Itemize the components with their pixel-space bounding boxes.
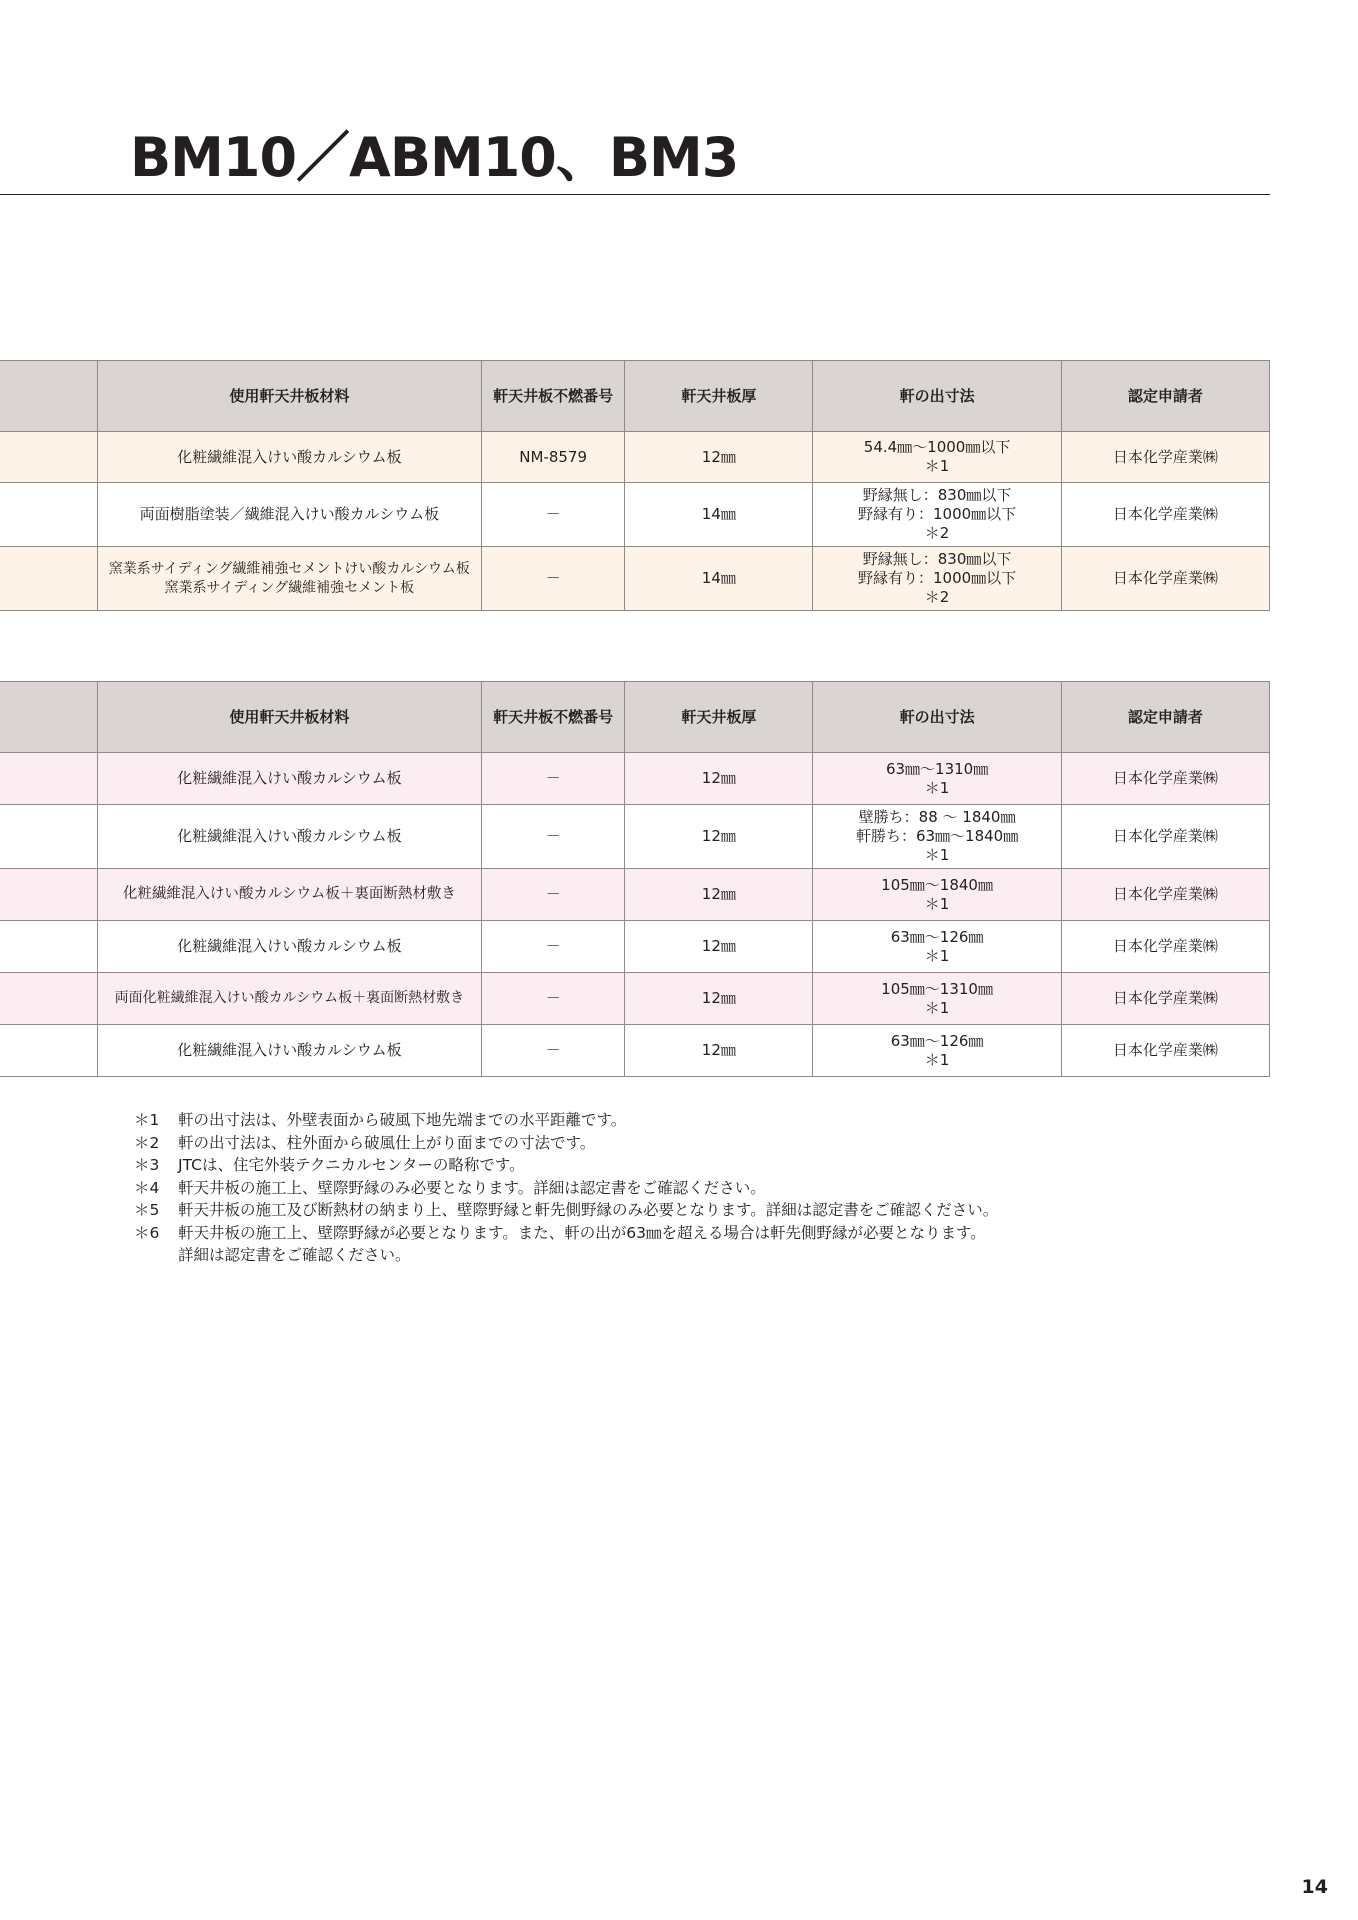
cell-number: － — [482, 973, 625, 1025]
footnote-item — [134, 1199, 1264, 1222]
header-blank-cell — [0, 361, 97, 432]
header-eave: 軒の出寸法 — [813, 682, 1061, 753]
table-row — [0, 921, 1270, 973]
cell-material: 両面樹脂塗装／繊維混入けい酸カルシウム板 — [97, 483, 481, 547]
cell-eave: 野縁無し：830㎜以下 野縁有り：1000㎜以下 ＊2 — [813, 547, 1061, 611]
header-thickness: 軒天井板厚 — [625, 361, 813, 432]
table-row — [0, 1025, 1270, 1077]
footnote-text: 軒の出寸法は、外壁表面から破風下地先端までの水平距離です。 — [178, 1111, 627, 1129]
table-row — [0, 869, 1270, 921]
header-material: 使用軒天井板材料 — [97, 361, 481, 432]
row-blank-cell — [0, 547, 97, 611]
cell-number: － — [482, 869, 625, 921]
cell-material: 化粧繊維混入けい酸カルシウム板 — [97, 1025, 481, 1077]
row-blank-cell — [0, 973, 97, 1025]
spec-table-1 — [0, 360, 1270, 611]
cell-thickness: 12㎜ — [625, 973, 813, 1025]
footnote-text: 軒天井板の施工上、壁際野縁のみ必要となります。詳細は認定書をご確認ください。 — [178, 1178, 766, 1197]
footnote-text: 軒の出寸法は、柱外面から破風仕上がり面までの寸法です。 — [178, 1133, 596, 1152]
cell-material: 両面化粧繊維混入けい酸カルシウム板＋裏面断熱材敷き — [97, 973, 481, 1025]
header-thickness: 軒天井板厚 — [625, 682, 813, 753]
cell-thickness: 12㎜ — [625, 432, 813, 483]
header-applicant: 認定申請者 — [1061, 361, 1269, 432]
cell-material: 化粧繊維混入けい酸カルシウム板＋裏面断熱材敷き — [97, 869, 481, 921]
row-blank-cell — [0, 921, 97, 973]
table-row — [0, 973, 1270, 1025]
table-row — [0, 432, 1270, 483]
cell-eave: 野縁無し：830㎜以下 野縁有り：1000㎜以下 ＊2 — [813, 483, 1061, 547]
page-number: 14 — [1301, 1876, 1328, 1898]
footnote-mark: ＊5 — [134, 1201, 160, 1219]
page-title: BM10／ABM10、BM3 — [130, 126, 739, 189]
cell-thickness: 14㎜ — [625, 483, 813, 547]
cell-thickness: 12㎜ — [625, 753, 813, 805]
cell-applicant: 日本化学産業㈱ — [1061, 483, 1269, 547]
cell-eave: 54.4㎜～1000㎜以下 ＊1 — [813, 432, 1061, 483]
header-number: 軒天井板不燃番号 — [482, 682, 625, 753]
footnote-mark: ＊4 — [134, 1178, 160, 1197]
title-rule — [0, 194, 1270, 195]
cell-applicant: 日本化学産業㈱ — [1061, 547, 1269, 611]
table-header-row — [0, 682, 1270, 753]
footnotes — [134, 1109, 1264, 1267]
cell-material: 化粧繊維混入けい酸カルシウム板 — [97, 805, 481, 869]
cell-number: － — [482, 1025, 625, 1077]
footnote-text: JTCは、住宅外装テクニカルセンターの略称です。 — [178, 1156, 525, 1174]
footnote-item — [134, 1222, 1264, 1267]
header-blank-cell — [0, 682, 97, 753]
cell-number: － — [482, 805, 625, 869]
cell-number: － — [482, 921, 625, 973]
cell-applicant: 日本化学産業㈱ — [1061, 432, 1269, 483]
cell-eave: 壁勝ち：88 ～ 1840㎜ 軒勝ち：63㎜～1840㎜ ＊1 — [813, 805, 1061, 869]
table-row — [0, 483, 1270, 547]
cell-number: NM-8579 — [482, 432, 625, 483]
cell-eave: 63㎜～126㎜ ＊1 — [813, 1025, 1061, 1077]
header-number: 軒天井板不燃番号 — [482, 361, 625, 432]
cell-eave: 105㎜～1840㎜ ＊1 — [813, 869, 1061, 921]
header-material: 使用軒天井板材料 — [97, 682, 481, 753]
spec-table-2 — [0, 681, 1270, 1077]
cell-material: 窯業系サイディング繊維補強セメントけい酸カルシウム板 窯業系サイディング繊維補強セメント板 — [97, 547, 481, 611]
cell-thickness: 12㎜ — [625, 1025, 813, 1077]
footnote-item — [134, 1177, 1264, 1200]
cell-applicant: 日本化学産業㈱ — [1061, 805, 1269, 869]
cell-material: 化粧繊維混入けい酸カルシウム板 — [97, 753, 481, 805]
row-blank-cell — [0, 869, 97, 921]
row-blank-cell — [0, 432, 97, 483]
table-row — [0, 547, 1270, 611]
cell-thickness: 12㎜ — [625, 921, 813, 973]
table-row — [0, 753, 1270, 805]
cell-eave: 63㎜～1310㎜ ＊1 — [813, 753, 1061, 805]
cell-material: 化粧繊維混入けい酸カルシウム板 — [97, 921, 481, 973]
row-blank-cell — [0, 483, 97, 547]
cell-thickness: 14㎜ — [625, 547, 813, 611]
cell-thickness: 12㎜ — [625, 805, 813, 869]
cell-eave: 105㎜～1310㎜ ＊1 — [813, 973, 1061, 1025]
cell-thickness: 12㎜ — [625, 869, 813, 921]
cell-eave: 63㎜～126㎜ ＊1 — [813, 921, 1061, 973]
footnote-text: 軒天井板の施工及び断熱材の納まり上、壁際野縁と軒先側野縁のみ必要となります。詳細は認定書をご確認ください。 — [178, 1201, 999, 1219]
cell-number: － — [482, 753, 625, 805]
table-header-row — [0, 361, 1270, 432]
cell-applicant: 日本化学産業㈱ — [1061, 973, 1269, 1025]
footnote-item — [134, 1154, 1264, 1177]
footnote-mark: ＊1 — [134, 1111, 160, 1129]
table-row — [0, 805, 1270, 869]
row-blank-cell — [0, 1025, 97, 1077]
row-blank-cell — [0, 805, 97, 869]
cell-number: － — [482, 483, 625, 547]
cell-applicant: 日本化学産業㈱ — [1061, 869, 1269, 921]
footnote-item — [134, 1132, 1264, 1155]
footnote-mark: ＊3 — [134, 1156, 160, 1174]
footnote-item — [134, 1109, 1264, 1132]
cell-material: 化粧繊維混入けい酸カルシウム板 — [97, 432, 481, 483]
header-applicant: 認定申請者 — [1061, 682, 1269, 753]
cell-applicant: 日本化学産業㈱ — [1061, 753, 1269, 805]
cell-number: － — [482, 547, 625, 611]
cell-applicant: 日本化学産業㈱ — [1061, 1025, 1269, 1077]
header-eave: 軒の出寸法 — [813, 361, 1061, 432]
cell-applicant: 日本化学産業㈱ — [1061, 921, 1269, 973]
footnote-text: 軒天井板の施工上、壁際野縁が必要となります。また、軒の出が63㎜を超える場合は軒先側野縁が必要となります。 詳細は認定書をご確認ください。 — [178, 1223, 986, 1264]
footnote-mark: ＊6 — [134, 1223, 160, 1242]
footnote-mark: ＊2 — [134, 1133, 160, 1152]
row-blank-cell — [0, 753, 97, 805]
